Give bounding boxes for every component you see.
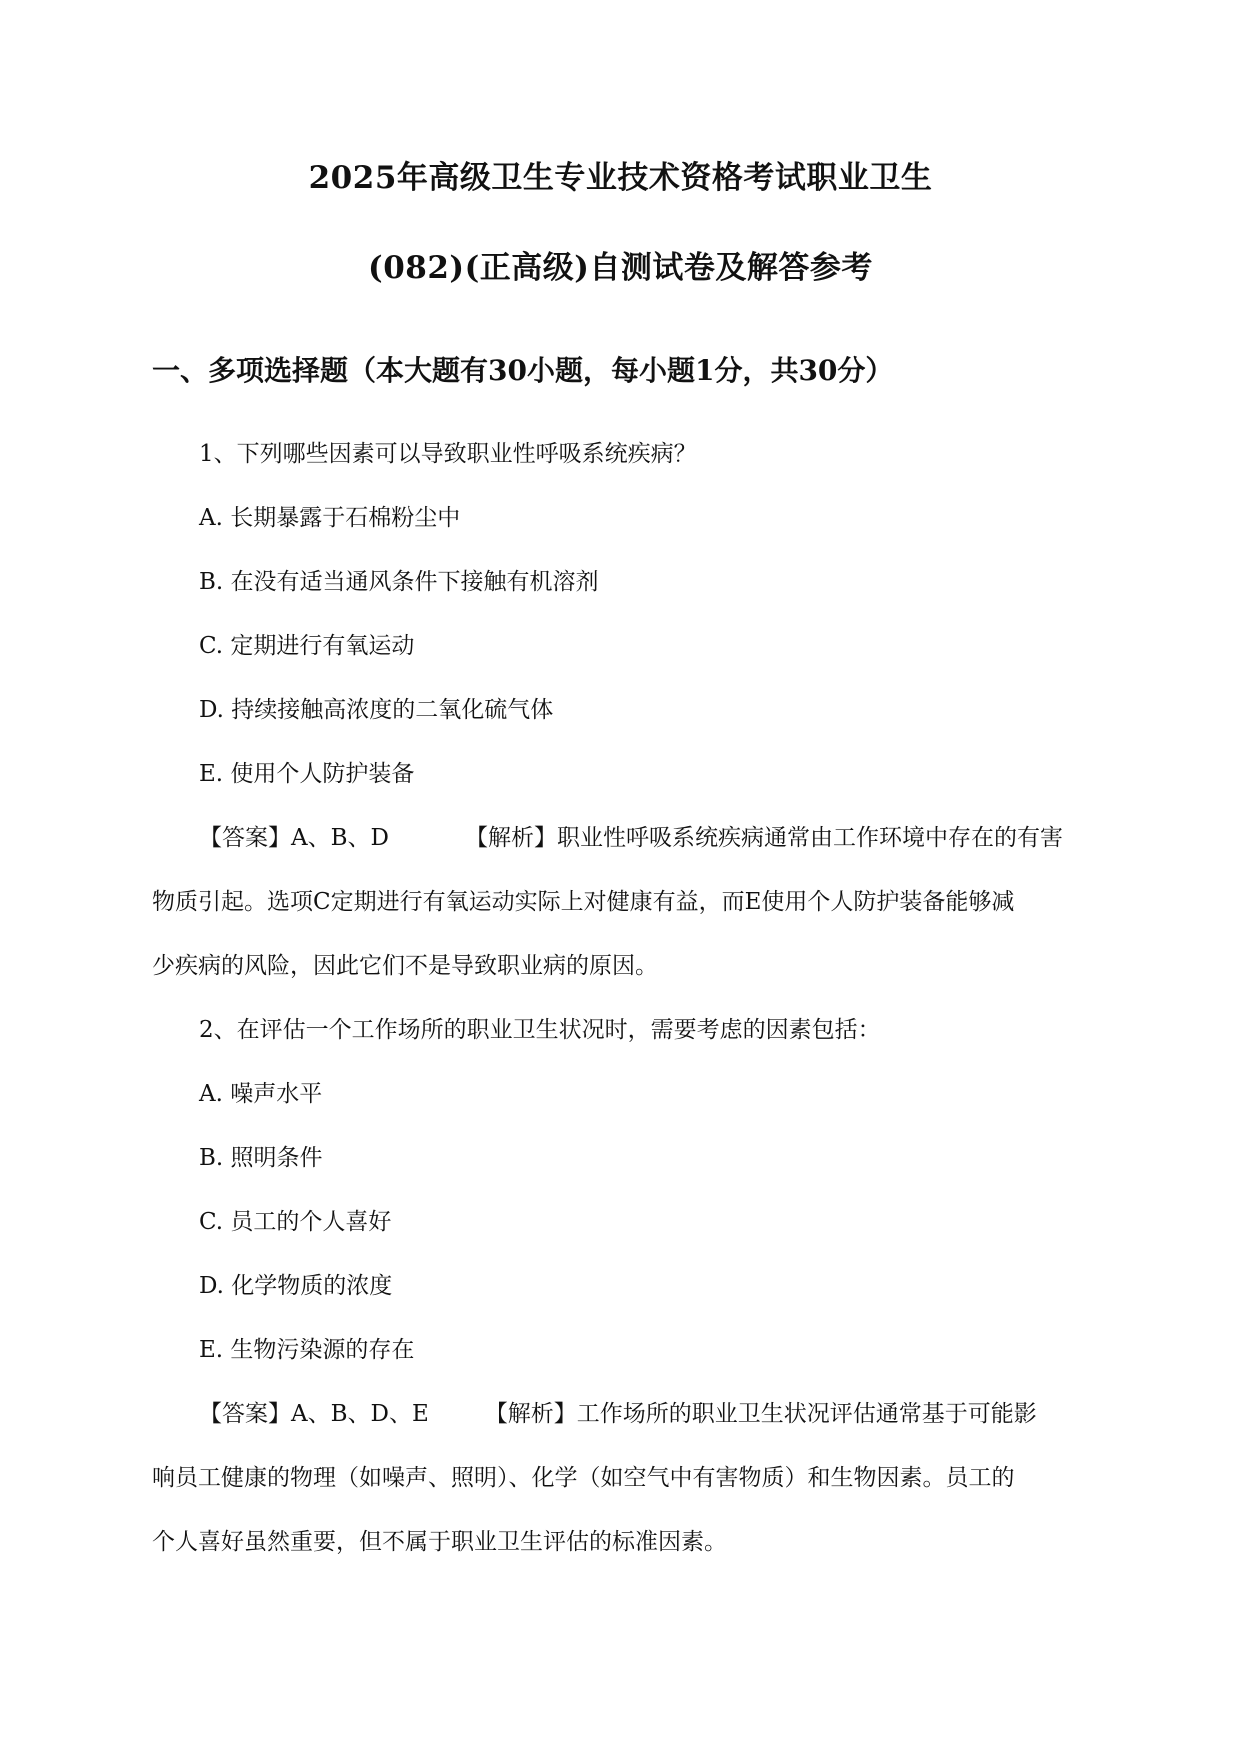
question-1-option-b: B. 在没有适当通风条件下接触有机溶剂 bbox=[199, 569, 599, 595]
question-1-answer-line bbox=[199, 822, 1063, 854]
question-2-analysis-line-3: 个人喜好虽然重要，但不属于职业卫生评估的标准因素。 bbox=[152, 1529, 727, 1555]
question-1-analysis-line-2: 物质引起。选项C定期进行有氧运动实际上对健康有益，而E使用个人防护装备能够减 bbox=[152, 889, 1015, 915]
question-1-option-c: C. 定期进行有氧运动 bbox=[199, 633, 415, 659]
question-2-option-d: D. 化学物质的浓度 bbox=[199, 1273, 393, 1299]
question-2-option-c: C. 员工的个人喜好 bbox=[199, 1209, 392, 1235]
question-1-analysis-line-3: 少疾病的风险，因此它们不是导致职业病的原因。 bbox=[152, 953, 658, 979]
section-heading: 一、多项选择题（本大题有30小题，每小题1分，共30分） bbox=[152, 354, 894, 387]
question-1-analysis-start: 【解析】职业性呼吸系统疾病通常由工作环境中存在的有害 bbox=[464, 825, 1063, 851]
question-2-option-e: E. 生物污染源的存在 bbox=[199, 1337, 415, 1363]
question-1-option-a: A. 长期暴露于石棉粉尘中 bbox=[199, 505, 461, 531]
question-2-option-b: B. 照明条件 bbox=[199, 1145, 323, 1171]
question-2-answer: 【答案】A、B、D、E bbox=[199, 1401, 429, 1427]
question-1-answer: 【答案】A、B、D bbox=[199, 825, 389, 851]
question-1-stem: 1、下列哪些因素可以导致职业性呼吸系统疾病？ bbox=[199, 441, 697, 467]
question-2-option-a: A. 噪声水平 bbox=[199, 1081, 323, 1107]
document-title-line-1: 2025年高级卫生专业技术资格考试职业卫生 bbox=[308, 160, 933, 196]
question-1-option-e: E. 使用个人防护装备 bbox=[199, 761, 415, 787]
question-2-analysis-line-2: 响员工健康的物理（如噪声、照明）、化学（如空气中有害物质）和生物因素。员工的 bbox=[152, 1465, 1015, 1491]
document-title-line-2: (082)(正高级)自测试卷及解答参考 bbox=[368, 250, 873, 286]
question-2-analysis-start: 【解析】工作场所的职业卫生状况评估通常基于可能影 bbox=[484, 1401, 1037, 1427]
question-1-option-d: D. 持续接触高浓度的二氧化硫气体 bbox=[199, 697, 554, 723]
question-2-answer-line bbox=[199, 1398, 1037, 1430]
question-2-stem: 2、在评估一个工作场所的职业卫生状况时，需要考虑的因素包括： bbox=[199, 1017, 881, 1043]
